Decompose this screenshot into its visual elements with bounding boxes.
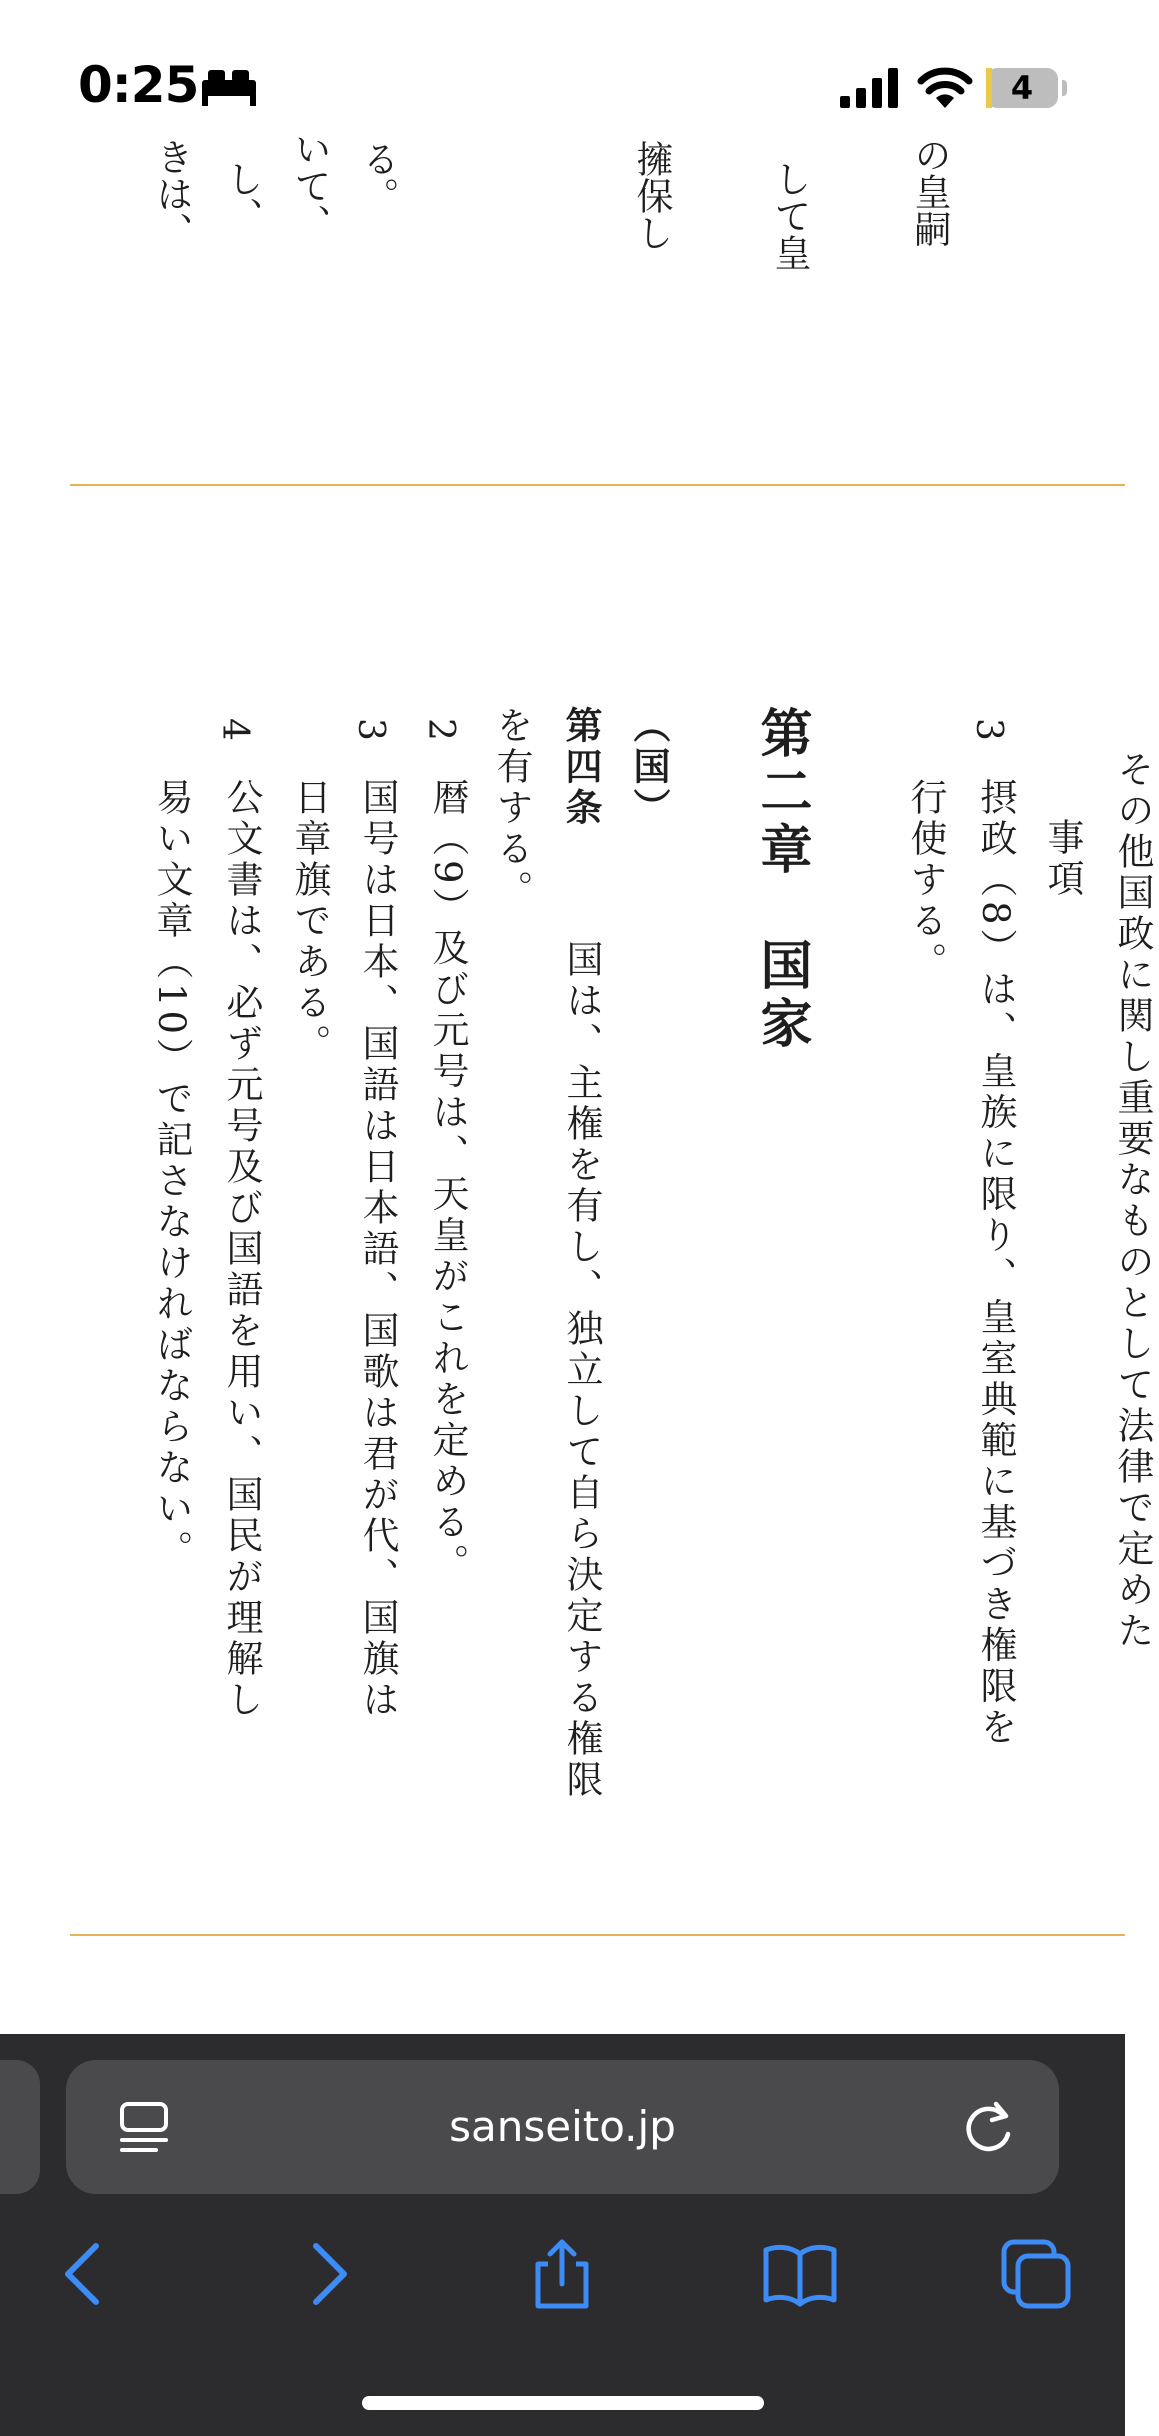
clause-text: 摂政（8）は、皇族に限り、皇室典範に基づき権限を [974, 778, 1017, 1749]
tabs-icon[interactable] [996, 2234, 1076, 2314]
prev-page-line: きは、 [150, 138, 193, 249]
forward-chevron-icon[interactable] [286, 2234, 366, 2314]
home-indicator[interactable] [362, 2396, 764, 2410]
battery-tip [1062, 80, 1067, 96]
prev-page-line: 擁保し [630, 140, 673, 251]
reload-icon[interactable] [958, 2098, 1016, 2158]
article-label: 第四条 [559, 706, 603, 829]
prev-page-line: る。 [356, 140, 399, 214]
battery-level: 4 [1010, 69, 1034, 107]
clause-text: 日章旗である。 [288, 778, 331, 1065]
page-separator-bottom [70, 1934, 1125, 1936]
clause-text: 易い文章（10）で記さなければならない。 [150, 778, 193, 1572]
clause-number: 3 [968, 718, 1009, 741]
back-chevron-icon[interactable] [46, 2234, 126, 2314]
article-text-line: その他国政に関し重要なものとして法律で定めた [1111, 750, 1154, 1652]
previous-tab-peek[interactable] [0, 2060, 40, 2194]
article-text: 国は、主権を有し、独立して自ら決定する権限 [560, 940, 603, 1801]
wifi-icon [916, 64, 974, 110]
battery-indicator [986, 68, 1058, 108]
share-icon[interactable] [522, 2234, 602, 2314]
clause-text: 国号は日本、国語は日本語、国歌は君が代、国旗は [356, 778, 399, 1721]
clause-number: 4 [214, 718, 255, 741]
sleep-bed-icon [200, 66, 258, 108]
prev-page-line: して皇 [768, 160, 811, 271]
status-bar [0, 0, 1125, 150]
document-page [0, 130, 1154, 2035]
clause-number: 2 [420, 718, 461, 741]
reader-mode-icon[interactable] [116, 2098, 172, 2158]
clause-item-label: 事項 [1041, 818, 1084, 900]
prev-page-line: の皇嗣 [908, 136, 951, 247]
browser-toolbar [0, 2034, 1125, 2436]
clause-text: 行使する。 [904, 778, 947, 983]
prev-page-line: いて、 [288, 130, 331, 241]
cellular-signal-icon [838, 66, 900, 110]
prev-page-line: し、 [220, 160, 263, 234]
address-bar[interactable] [66, 2060, 1059, 2194]
battery-fill [986, 68, 992, 108]
chapter-title: 第二章 国家 [751, 706, 812, 1054]
article-text: を有する。 [490, 706, 533, 911]
clause-text: 暦（9）及び元号は、天皇がこれを定める。 [426, 778, 469, 1585]
status-time: 0:25 [78, 56, 199, 114]
clause-number: 3 [350, 718, 391, 741]
article-heading: （国） [627, 706, 671, 829]
clause-text: 公文書は、必ず元号及び国語を用い、国民が理解し [220, 778, 263, 1721]
bookmarks-icon[interactable] [760, 2234, 840, 2314]
url-text[interactable]: sanseito.jp [449, 2102, 676, 2151]
page-separator-top [70, 484, 1125, 486]
